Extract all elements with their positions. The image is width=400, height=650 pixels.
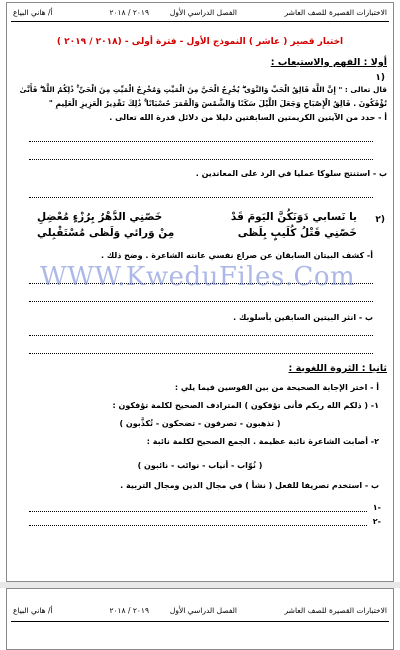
q1-verse-line2: تُؤْفَكُونَ . فَالِقُ الْإِصْبَاحِ وَجَعَلَ اللَّيْلَ سَكَنًا وَالشَّمْسَ وَالْقَمَرَ حُسْبَانًا ۚ ذَٰلِكَ تَقْدِيرُ الْعَزِيزِ الْعَلِيمِ " [48,99,387,108]
answer-line [29,197,373,198]
header-term: الفصل الدراسي الأول [169,8,237,17]
q1-verse-line1: قال تعالى : " إِنَّ اللَّهَ فَالِقُ الْحَبِّ وَالنَّوَى ۖ يُخْرِجُ الْحَيَّ مِنَ الْمَيِّتِ وَمُخْرِجُ الْمَيِّتِ مِنَ الْحَيِّ ۚ ذَٰلِكُمُ اللَّهُ ۖ فَأَنَّىٰ [19,85,387,94]
exam-title: اختبار قصير ( عاشر ) النموذج الأول - فترة أولى - (٢٠١٨ / ٢٠١٩ ) [56,37,344,47]
page2-header-year: ٢٠١٩ / ٢٠١٨ [109,606,149,615]
q2-part-b: ب - انثر البيتين السابقين بأسلوبك . [233,313,373,322]
question-2-number: (٢ [375,215,385,225]
q1-part-b: ب - استنتج سلوكا عمليا في الرد على المعاندين . [195,169,387,178]
section2-heading: ثانيا : الثروة اللغوية : [288,363,387,374]
exam-page-2 [6,588,394,650]
answer-line [29,159,373,160]
header-title: الاختبارات القصيرة للصف العاشر [284,8,387,17]
answer-line [29,141,373,142]
page-header [11,7,389,19]
header-rule [11,21,389,22]
exam-page [6,2,394,582]
header-teacher: أ/ هاني البياع [13,8,53,17]
vocab-question-1: ١- ( ذلكم الله ربكم فأنى تؤفكون ) المترادف الصحيح لكلمة تؤفكون : [112,401,379,410]
poem-verse2-first-half: خَصّنِي قَتْلُ كُلَيبٍ بِلَظى [237,227,357,239]
answer-line [29,335,373,336]
header-year: ٢٠١٩ / ٢٠١٨ [109,8,149,17]
page2-header-title: الاختبارات القصيرة للصف العاشر [284,606,387,615]
answer-number-2: -٢ [372,517,381,526]
question-1-number: (١ [375,73,385,83]
vocab-question-2: ٢- أصابت الشاعرة نائبة عظيمة . الجمع الصحيح لكلمة نائبة : [146,437,379,446]
poem-verse2-second-half: مِنْ وَرائي وَلَظى مُسْتَقْبِلي [37,227,175,239]
q2-part-a: أ- كشف البيتان السابقان عن صراع نفسي عانته الشاعرة . وضح ذلك . [101,251,373,260]
answer-line [29,525,367,526]
poem-verse1-first-half: يا نَسابي دَوَنَكُنَّ اليَومَ قَدْ [230,211,357,223]
q1-part-a: أ - حدد من الآيتين الكريمتين السابقتين دليلا من دلائل قدرة الله تعالى . [109,113,387,122]
section1-heading: أولا : الفهم والاستيعاب : [270,57,387,68]
vocab-question-1-options: ( تذهبون - تصرفون - تضحكون - تُكذَّبون ) [119,419,281,428]
page2-header-teacher: أ/ هاني البياع [13,606,53,615]
page2-header [11,605,389,617]
vocab-question-2-options: ( نُوّاب - أنياب - نوائب - نائبون ) [137,461,263,470]
vocab-instruction-b: ب - استخدم تصريفا للفعل ( نشأ ) في مجال الدين ومجال التربية . [120,481,379,490]
answer-line [29,511,367,512]
page2-header-term: الفصل الدراسي الأول [169,606,237,615]
watermark-text: WWW.KweduFiles.Com [40,262,356,292]
answer-number-1: -١ [372,503,381,512]
poem-verse1-second-half: خَصّنِي الدَّهْرُ بِرُزْءٍ مُعْضِلِ [37,211,163,223]
vocab-instruction-a: أ - اختر الإجابة الصحيحة من بين القوسين فيما يلي : [174,383,379,392]
page2-header-rule [11,621,389,622]
answer-line [29,301,373,302]
answer-line [29,353,373,354]
